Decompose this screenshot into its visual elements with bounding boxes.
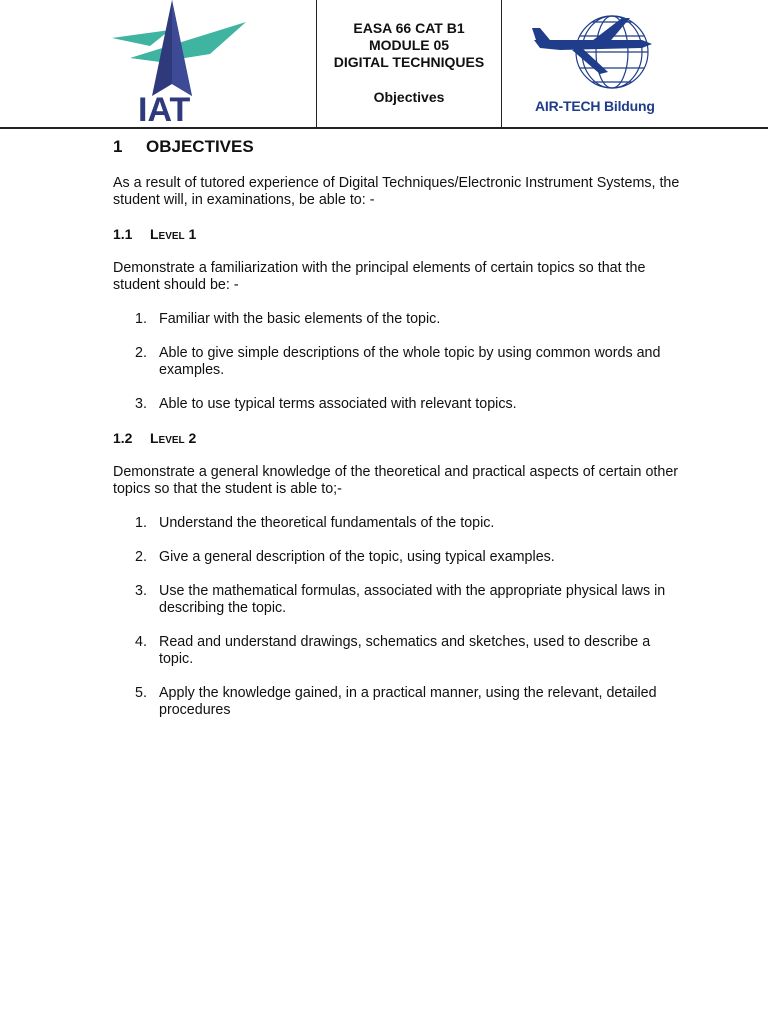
module-number: MODULE 05 <box>368 37 450 53</box>
level2-number: 1.2 <box>113 430 133 446</box>
list-item: 1. Familiar with the basic elements of the topic. <box>135 311 441 327</box>
section-intro: As a result of tutored experience of Digital Techniques/Electronic Instrument Systems, the student will, in examinations, be able to: - <box>113 175 680 208</box>
list-item: 3. Use the mathematical formulas, associated with the appropriate physical laws in describing the topic. <box>135 583 666 616</box>
level2-intro: Demonstrate a general knowledge of the theoretical and practical aspects of certain other topics so that the student is able to;- <box>113 464 679 497</box>
list-item: 3. Able to use typical terms associated with relevant topics. <box>135 396 517 412</box>
level2-list <box>113 515 683 719</box>
section-number: 1 <box>113 137 123 156</box>
list-item: 1. Understand the theoretical fundamentals of the topic. <box>135 515 495 531</box>
section-title: OBJECTIVES <box>146 137 254 156</box>
list-item: 5. Apply the knowledge gained, in a practical manner, using the relevant, detailed procedures <box>135 685 657 718</box>
level1-intro: Demonstrate a familiarization with the principal elements of certain topics so that the student should be: - <box>113 260 646 293</box>
level1-list <box>113 311 683 413</box>
level1-number: 1.1 <box>113 226 133 242</box>
module-title: DIGITAL TECHNIQUES <box>333 54 485 70</box>
svg-text:IAT: IAT <box>138 91 191 126</box>
course-code: EASA 66 CAT B1 <box>353 20 465 36</box>
level2-title: Level 2 <box>150 430 197 446</box>
document-body <box>113 138 683 736</box>
header-title-block <box>317 20 501 106</box>
list-item: 4. Read and understand drawings, schematics and sketches, used to describe a topic. <box>135 634 651 667</box>
iat-logo <box>110 0 250 126</box>
page-header <box>0 0 768 130</box>
airtech-logo-text: AIR-TECH Bildung <box>535 98 655 114</box>
header-subtitle: Objectives <box>373 89 445 105</box>
level1-title: Level 1 <box>150 226 197 242</box>
header-rule <box>0 127 768 129</box>
header-divider-right <box>501 0 502 128</box>
list-item: 2. Give a general description of the topic, using typical examples. <box>135 549 555 565</box>
level2-heading <box>113 430 683 447</box>
level1-heading <box>113 226 683 243</box>
section-heading <box>113 138 683 155</box>
list-item: 2. Able to give simple descriptions of the whole topic by using common words and examples. <box>135 345 661 378</box>
